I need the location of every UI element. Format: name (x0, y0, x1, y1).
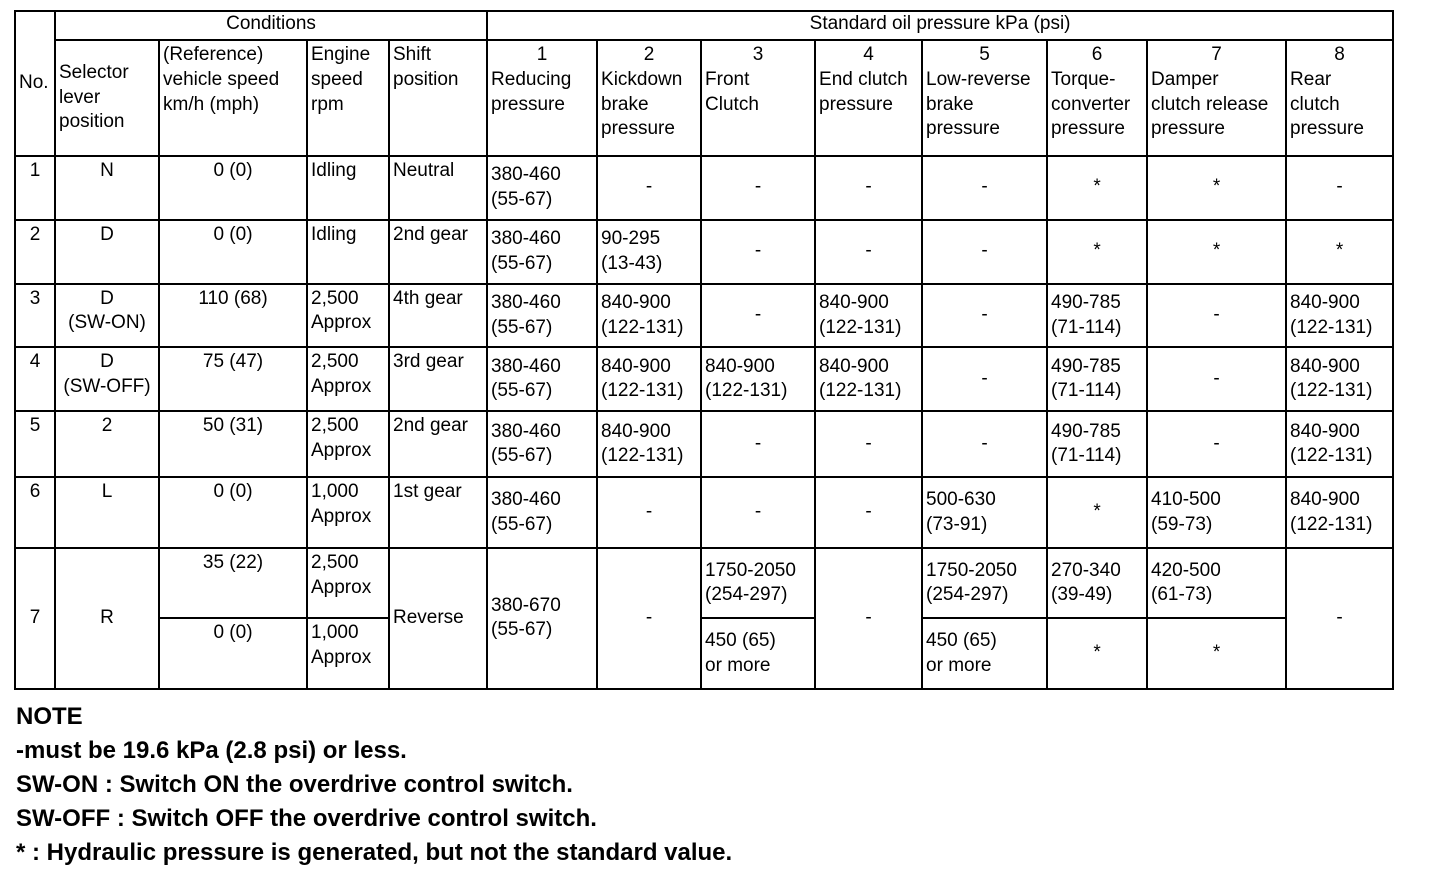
pressure-cell-8: 840-900 (122-131) (1286, 347, 1393, 411)
pressure-cell-5: 450 (65) or more (922, 618, 1047, 689)
shift-position: 4th gear (389, 284, 487, 348)
row-number: 6 (15, 477, 55, 548)
header-pressure-1 (487, 40, 597, 155)
header-pressure-label: Low-reverse brake pressure (926, 69, 1031, 140)
pressure-cell-5: - (922, 411, 1047, 477)
pressure-cell-5: - (922, 347, 1047, 411)
vehicle-speed: 35 (22) (159, 548, 307, 619)
pressure-cell-3: - (701, 284, 815, 348)
pressure-cell-2: 840-900 (122-131) (597, 411, 701, 477)
pressure-cell-7: - (1147, 284, 1286, 348)
pressure-cell-4: 840-900 (122-131) (815, 284, 922, 348)
header-pressure-7 (1147, 40, 1286, 155)
pressure-cell-8: 840-900 (122-131) (1286, 284, 1393, 348)
header-shift-position: Shift position (389, 40, 487, 155)
pressure-cell-6: * (1047, 156, 1147, 220)
note-title: NOTE (16, 703, 83, 730)
pressure-cell-1: 380-460 (55-67) (487, 477, 597, 548)
selector-position: D (SW-ON) (55, 284, 159, 348)
notes-section (16, 700, 1396, 870)
pressure-cell-6: 490-785 (71-114) (1047, 411, 1147, 477)
header-pressure-8 (1286, 40, 1393, 155)
pressure-cell-7: - (1147, 347, 1286, 411)
pressure-cell-7: * (1147, 618, 1286, 689)
row-number: 4 (15, 347, 55, 411)
row-number: 7 (15, 548, 55, 689)
pressure-cell-5: - (922, 284, 1047, 348)
shift-position: 2nd gear (389, 411, 487, 477)
pressure-cell-5: 1750-2050 (254-297) (922, 548, 1047, 619)
pressure-cell-6: 270-340 (39-49) (1047, 548, 1147, 619)
header-pressure-5 (922, 40, 1047, 155)
row-number: 3 (15, 284, 55, 348)
pressure-cell-2: - (597, 548, 701, 689)
pressure-cell-2: - (597, 156, 701, 220)
row-number: 1 (15, 156, 55, 220)
vehicle-speed: 0 (0) (159, 618, 307, 689)
pressure-cell-7: 410-500 (59-73) (1147, 477, 1286, 548)
table-row (15, 477, 1393, 548)
pressure-cell-3: - (701, 411, 815, 477)
vehicle-speed: 110 (68) (159, 284, 307, 348)
pressure-cell-3: - (701, 156, 815, 220)
pressure-cell-4: - (815, 156, 922, 220)
pressure-cell-8: 840-900 (122-131) (1286, 411, 1393, 477)
pressure-cell-4: - (815, 411, 922, 477)
selector-position: N (55, 156, 159, 220)
table-row (15, 220, 1393, 284)
pressure-cell-8: 840-900 (122-131) (1286, 477, 1393, 548)
header-conditions: Conditions (55, 11, 487, 40)
pressure-cell-1: 380-460 (55-67) (487, 284, 597, 348)
header-no: No. (15, 11, 55, 156)
pressure-cell-7: - (1147, 411, 1286, 477)
pressure-cell-3: 450 (65) or more (701, 618, 815, 689)
pressure-cell-2: - (597, 477, 701, 548)
shift-position: Neutral (389, 156, 487, 220)
pressure-cell-2: 90-295 (13-43) (597, 220, 701, 284)
header-selector-lever: Selector lever position (55, 40, 159, 155)
header-pressure-2 (597, 40, 701, 155)
header-pressure-3 (701, 40, 815, 155)
shift-position: Reverse (389, 548, 487, 689)
engine-speed: 2,500 Approx (307, 284, 389, 348)
vehicle-speed: 75 (47) (159, 347, 307, 411)
pressure-cell-6: * (1047, 220, 1147, 284)
table-row (15, 156, 1393, 220)
table-row (15, 618, 1393, 689)
pressure-cell-6: 490-785 (71-114) (1047, 284, 1147, 348)
header-pressure-number: 4 (863, 44, 874, 66)
pressure-cell-8: * (1286, 220, 1393, 284)
engine-speed: 1,000 Approx (307, 477, 389, 548)
header-vehicle-speed: (Reference) vehicle speed km/h (mph) (159, 40, 307, 155)
vehicle-speed: 0 (0) (159, 220, 307, 284)
header-pressure-number: 2 (643, 44, 655, 66)
pressure-cell-2: 840-900 (122-131) (597, 284, 701, 348)
header-pressure-label: Front Clutch (705, 69, 759, 115)
header-pressure-number: 5 (979, 44, 990, 66)
shift-position: 2nd gear (389, 220, 487, 284)
header-pressure-label: Damper clutch release pressure (1151, 69, 1269, 140)
header-pressure-6 (1047, 40, 1147, 155)
pressure-cell-8: - (1286, 548, 1393, 689)
row-number: 2 (15, 220, 55, 284)
pressure-cell-3: 840-900 (122-131) (701, 347, 815, 411)
header-pressure-4 (815, 40, 922, 155)
pressure-cell-4: - (815, 548, 922, 689)
header-pressure-label: Reducing pressure (491, 69, 572, 115)
pressure-cell-2: 840-900 (122-131) (597, 347, 701, 411)
engine-speed: 2,500 Approx (307, 411, 389, 477)
engine-speed: 2,500 Approx (307, 548, 389, 619)
vehicle-speed: 0 (0) (159, 477, 307, 548)
pressure-cell-1: 380-460 (55-67) (487, 347, 597, 411)
selector-position: R (55, 548, 159, 689)
pressure-cell-1: 380-670 (55-67) (487, 548, 597, 689)
oil-pressure-table (14, 10, 1394, 690)
header-engine-speed: Engine speed rpm (307, 40, 389, 155)
pressure-cell-8: - (1286, 156, 1393, 220)
table-row (15, 284, 1393, 348)
engine-speed: 1,000 Approx (307, 618, 389, 689)
engine-speed: Idling (307, 156, 389, 220)
table-row (15, 347, 1393, 411)
table-row (15, 411, 1393, 477)
engine-speed: Idling (307, 220, 389, 284)
shift-position: 3rd gear (389, 347, 487, 411)
pressure-cell-7: 420-500 (61-73) (1147, 548, 1286, 619)
selector-position: 2 (55, 411, 159, 477)
note-line: SW-ON : Switch ON the overdrive control switch. (16, 771, 573, 798)
pressure-cell-6: * (1047, 477, 1147, 548)
pressure-cell-4: - (815, 477, 922, 548)
selector-position: D (SW-OFF) (55, 347, 159, 411)
pressure-cell-4: 840-900 (122-131) (815, 347, 922, 411)
header-pressure-label: Rear clutch pressure (1290, 69, 1364, 140)
engine-speed: 2,500 Approx (307, 347, 389, 411)
vehicle-speed: 0 (0) (159, 156, 307, 220)
vehicle-speed: 50 (31) (159, 411, 307, 477)
selector-position: D (55, 220, 159, 284)
header-pressure-label: Kickdown brake pressure (601, 69, 683, 140)
pressure-cell-4: - (815, 220, 922, 284)
shift-position: 1st gear (389, 477, 487, 548)
pressure-cell-6: * (1047, 618, 1147, 689)
header-pressure-label: Torque- converter pressure (1051, 69, 1131, 140)
pressure-cell-3: - (701, 477, 815, 548)
pressure-cell-3: 1750-2050 (254-297) (701, 548, 815, 619)
pressure-cell-5: - (922, 156, 1047, 220)
pressure-cell-1: 380-460 (55-67) (487, 411, 597, 477)
note-line: * : Hydraulic pressure is generated, but not the standard value. (16, 839, 733, 866)
header-pressure-label: End clutch pressure (819, 69, 908, 115)
table-row (15, 548, 1393, 619)
header-pressure-number: 7 (1211, 44, 1222, 66)
pressure-cell-7: * (1147, 220, 1286, 284)
note-line: SW-OFF : Switch OFF the overdrive control switch. (16, 805, 597, 832)
pressure-cell-7: * (1147, 156, 1286, 220)
header-pressure-number: 3 (752, 44, 764, 66)
pressure-cell-5: 500-630 (73-91) (922, 477, 1047, 548)
selector-position: L (55, 477, 159, 548)
row-number: 5 (15, 411, 55, 477)
header-pressure-number: 8 (1334, 44, 1345, 66)
pressure-cell-5: - (922, 220, 1047, 284)
header-pressure-number: 6 (1091, 44, 1103, 66)
note-line: -must be 19.6 kPa (2.8 psi) or less. (16, 737, 407, 764)
pressure-cell-1: 380-460 (55-67) (487, 220, 597, 284)
header-standard-oil-pressure: Standard oil pressure kPa (psi) (487, 11, 1393, 40)
header-pressure-number: 1 (536, 44, 548, 66)
pressure-cell-1: 380-460 (55-67) (487, 156, 597, 220)
pressure-cell-3: - (701, 220, 815, 284)
pressure-cell-6: 490-785 (71-114) (1047, 347, 1147, 411)
